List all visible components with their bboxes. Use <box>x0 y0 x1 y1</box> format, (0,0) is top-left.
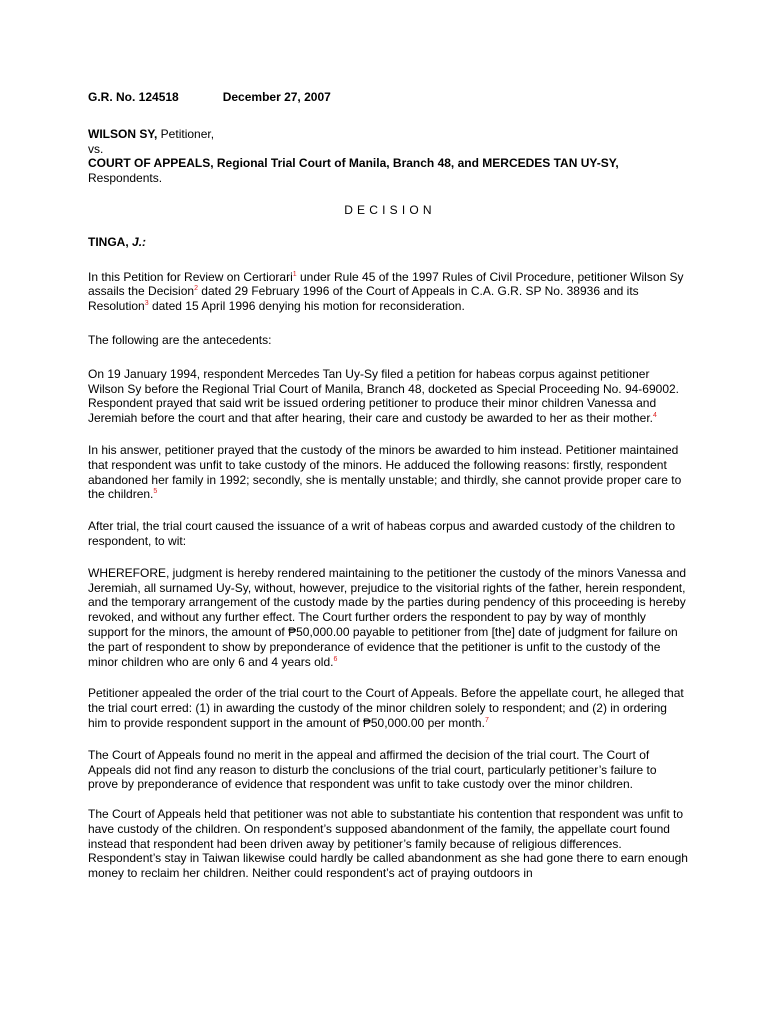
petitioner-name: WILSON SY, <box>88 126 158 141</box>
support-amount: ₱50,000.00 <box>288 624 350 639</box>
paragraph-7-text-b: per month. <box>424 715 485 730</box>
quoted-dispositive <box>88 566 688 670</box>
paragraph-7-text-a: Petitioner appealed the order of the trial court to the Court of Appeals. Before the appellate court, he alleged that the trial court erred: (1) in awarding the custody of the minor children solely to respondent; and (2) in ordering him to provide respondent support in the amount of <box>88 686 684 730</box>
paragraph-3-text: On 19 January 1994, respondent Mercedes Tan Uy-Sy filed a petition for habeas corpus against petitioner Wilson Sy before the Regional Trial Court of Manila, Branch 48, docketed as Special Proceeding No. 94-69002. Respondent prayed that said writ be issued ordering petitioner to produce their minor children Vanessa and Jeremiah before the court and that after hearing, their care and custody be awarded to her as their mother. <box>88 366 679 426</box>
gr-number: G.R. No. 124518 <box>88 90 179 104</box>
paragraph-8: The Court of Appeals found no merit in the appeal and affirmed the decision of the trial court. The Court of Appeals did not find any reason to disturb the conclusions of the trial court, particularly petitioner’s failure to prove by preponderance of evidence that respondent was unfit to take custody over the minor children. <box>88 747 657 792</box>
respondents-role: Respondents. <box>88 171 163 186</box>
paragraph-1-text-d: dated 15 April 1996 denying his motion for reconsideration. <box>148 299 465 314</box>
case-header <box>88 90 688 105</box>
paragraph-1-text-b: under Rule 45 of the 1997 Rules of Civil Procedure, petitioner Wilson Sy assails the Decision <box>88 269 684 299</box>
ponente <box>88 235 688 250</box>
versus-line: vs. <box>88 141 104 156</box>
footnote-ref-6[interactable]: 6 <box>333 655 338 663</box>
footnote-ref-1[interactable]: 1 <box>292 270 297 278</box>
paragraph-1-text-a: In this Petition for Review on Certiorari <box>88 269 293 284</box>
paragraph-9: The Court of Appeals held that petitioner was not able to substantiate his contention that respondent was unfit to have custody of the children. On respondent’s supposed abandonment of the family, the appellate court found instead that respondent had been driven away by petitioner’s family because of religious differences. Respondent’s stay in Taiwan likewise could hardly be called abandonment as she had gone there to earn enough money to reclaim her children. Neither could respondent’s act of praying outdoors in <box>88 807 688 881</box>
footnote-ref-2[interactable]: 2 <box>194 285 198 293</box>
respondents-names: COURT OF APPEALS, Regional Trial Court of Manila, Branch 48, and MERCEDES TAN UY-SY, <box>88 156 619 171</box>
paragraph-3 <box>88 367 688 426</box>
decision-date: December 27, 2007 <box>222 90 331 104</box>
petitioner-line <box>88 127 688 142</box>
footnote-ref-3[interactable]: 3 <box>144 300 149 308</box>
support-amount: ₱50,000.00 <box>362 715 425 730</box>
paragraph-5: After trial, the trial court caused the issuance of a writ of habeas corpus and awarded custody of the children to respondent, to wit: <box>88 519 675 548</box>
document-page <box>88 90 688 881</box>
ponente-name: TINGA, <box>88 234 129 249</box>
decision-title: DECISION <box>344 202 436 217</box>
paragraph-4-text: In his answer, petitioner prayed that the custody of the minors be awarded to him instead. Petitioner maintained that respondent was unfit to take custody of the minors. He adduced the following reasons: firstly, respondent abandoned her family in 1992; secondly, she is mentally unstable; and thirdly, she cannot provide proper care to the children. <box>88 442 682 502</box>
quoted-text-a: WHEREFORE, judgment is hereby rendered maintaining to the petitioner the custody of the minors Vanessa and Jeremiah, all surnamed Uy-Sy, without, however, prejudice to the visitorial rights of the father, herein respondent, and the temporary arrangement of the custody made by the parties during pendency of this proceeding is hereby revoked, and without any further effect. The Court further orders the respondent to pay by way of monthly support for the minors, the amount of <box>88 565 687 639</box>
respondents-line <box>88 156 688 186</box>
footnote-ref-7[interactable]: 7 <box>484 716 489 724</box>
petitioner-role: Petitioner, <box>157 126 215 141</box>
paragraph-2: The following are the antecedents: <box>88 332 272 347</box>
quoted-text-b: payable to petitioner from [the] date of judgment for failure on the part of respondent to show by preponderance of evidence that the petitioner is unfit to the custody of the minor children who are only 6 and 4 years old. <box>88 624 678 669</box>
paragraph-7 <box>88 686 688 730</box>
paragraph-1 <box>88 270 688 314</box>
footnote-ref-5[interactable]: 5 <box>153 488 158 496</box>
ponente-title: J.: <box>132 234 147 249</box>
paragraph-1-text-c: dated 29 February 1996 of the Court of Appeals in C.A. G.R. SP No. 38936 and its Resolution <box>88 284 639 314</box>
footnote-ref-4[interactable]: 4 <box>653 412 657 420</box>
paragraph-4 <box>88 443 688 502</box>
